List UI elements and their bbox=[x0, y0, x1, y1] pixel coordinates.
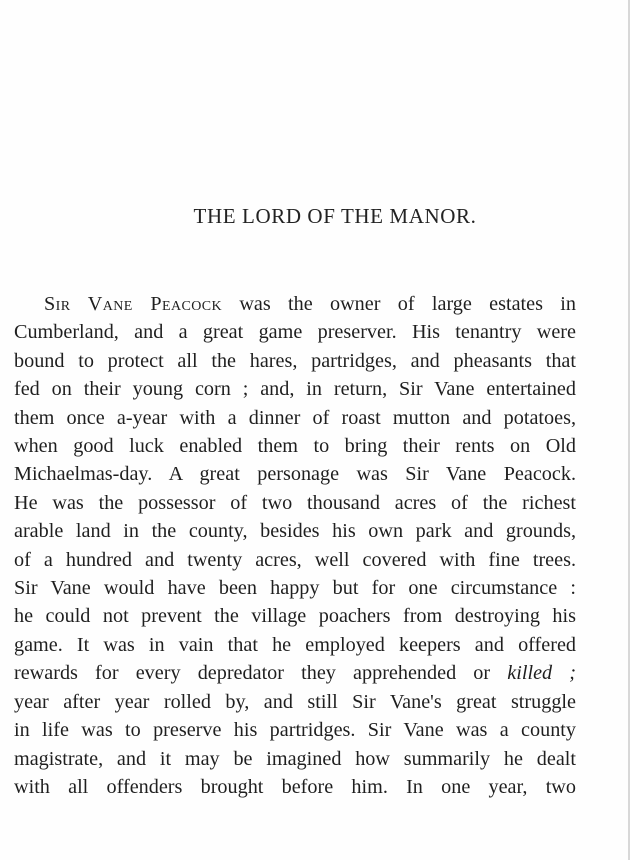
text-line: game. It was in vain that he employed keepers and offered bbox=[14, 633, 576, 656]
text-line: Michaelmas-day. A great personage was Sir Vane Peacock. bbox=[14, 463, 576, 486]
text-line: in life was to preserve his partridges. Sir Vane was a county bbox=[14, 719, 576, 742]
text-line bbox=[14, 290, 576, 318]
text-line: with all offenders brought before him. In one year, two bbox=[14, 775, 576, 798]
text-line: of a hundred and twenty acres, well covered with fine trees. bbox=[14, 548, 576, 571]
text-line: Sir Vane would have been happy but for one circumstance : bbox=[14, 577, 576, 600]
text-line bbox=[14, 659, 576, 687]
text-line: year after year rolled by, and still Sir Vane's great struggle bbox=[14, 690, 576, 713]
text-line: Cumberland, and a great game preserver. His tenantry were bbox=[14, 321, 576, 344]
text-fragment: rewards for every depredator they apprehended or bbox=[14, 662, 508, 685]
text-line: fed on their young corn ; and, in return, Sir Vane entertained bbox=[14, 378, 576, 401]
text-line: magistrate, and it may be imagined how summarily he dealt bbox=[14, 747, 576, 770]
text-line: bound to protect all the hares, partridges, and pheasants that bbox=[14, 349, 576, 372]
text-line: when good luck enabled them to bring their rents on Old bbox=[14, 435, 576, 458]
chapter-title: THE LORD OF THE MANOR. bbox=[193, 204, 477, 228]
text-line: he could not prevent the village poachers from destroying his bbox=[14, 605, 576, 628]
chapter-body bbox=[14, 290, 576, 801]
text-line: He was the possessor of two thousand acres of the richest bbox=[14, 491, 576, 514]
text-fragment: was the owner of large estates in bbox=[222, 293, 576, 315]
opening-name: Sir Vane Peacock bbox=[44, 293, 223, 315]
italic-word: killed ; bbox=[507, 662, 576, 685]
text-line: arable land in the county, besides his own park and grounds, bbox=[14, 520, 576, 543]
text-line: them once a-year with a dinner of roast mutton and potatoes, bbox=[14, 406, 576, 429]
